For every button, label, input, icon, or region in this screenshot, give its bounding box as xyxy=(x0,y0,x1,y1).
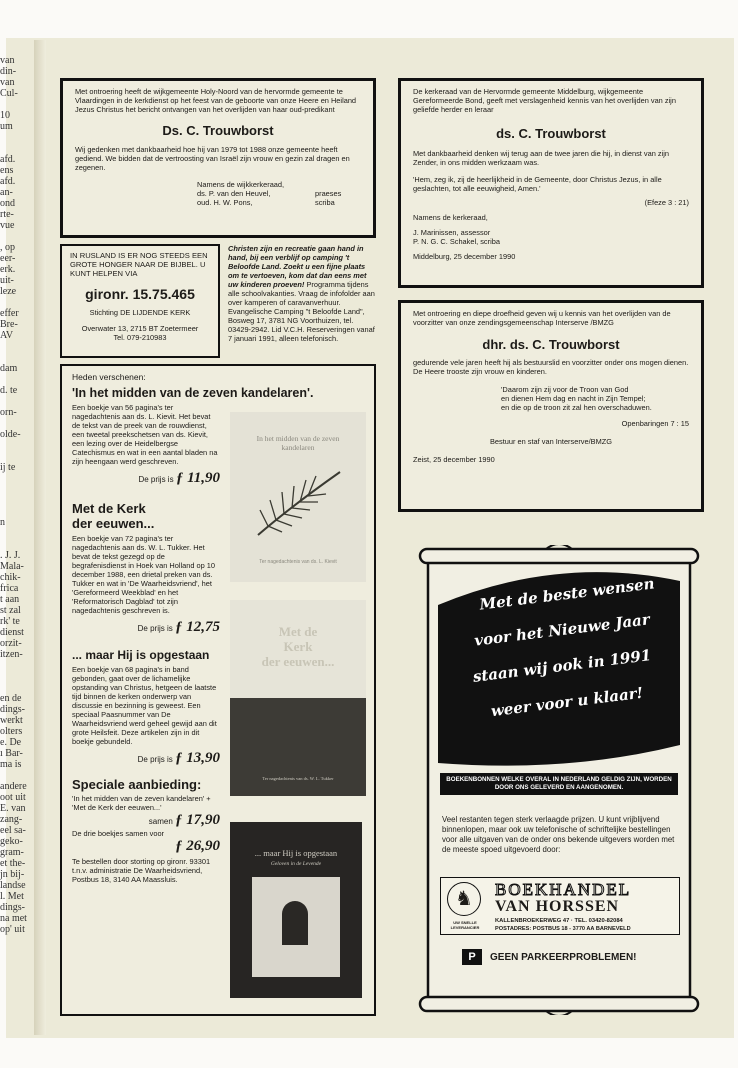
left-column-line: uit- xyxy=(0,275,14,286)
left-column-line: afd. xyxy=(0,154,16,165)
notice-middelburg xyxy=(398,78,704,288)
left-column-line xyxy=(0,374,36,385)
rusland-gironr: gironr. 15.75.465 xyxy=(85,286,195,302)
interserve-place-date: Zeist, 25 december 1990 xyxy=(413,455,495,464)
left-column-line: op' uit xyxy=(0,924,25,935)
bookbonnen-bar: BOEKENBONNEN WELKE OVERAL IN NEDERLAND GELDIG ZIJN, WORDEN DOOR ONS GELEVERD EN AANGENOMEN. xyxy=(440,773,678,795)
left-column-line: ens xyxy=(0,165,14,176)
book1-text: Een boekje van 56 pagina's ter nagedachtenis aan ds. L. Kievit. Het bevat de tekst van de preek van de rouwdienst, een tweetal preekschetsen van ds. Kievit, een lezing over de Heidelbergse Catechismus en wat in een aantal bladen na zijn heengaan werd geschreven. xyxy=(72,403,218,466)
left-column-line: geko- xyxy=(0,836,23,847)
left-column-line xyxy=(0,418,36,429)
left-column-line: van xyxy=(0,77,15,88)
left-column-line: an- xyxy=(0,187,13,198)
book2-cover-sub: Ter nagedachtenis van ds. W. L. Tukker xyxy=(262,776,334,781)
left-column-line: chik- xyxy=(0,572,21,583)
left-column-line: rte- xyxy=(0,209,14,220)
book2-cover-2: Kerk xyxy=(283,639,313,654)
left-column-line: n xyxy=(0,517,5,528)
left-column-line xyxy=(0,132,36,143)
left-column-line: t aan xyxy=(0,594,20,605)
left-column-line: orzit- xyxy=(0,638,22,649)
middelburg-sig2: P. N. G. C. Schakel, scriba xyxy=(413,237,500,246)
book2-price: ƒ 12,75 xyxy=(175,619,220,635)
rusland-tel: Tel. 079-210983 xyxy=(113,333,167,342)
left-column-line: eer- xyxy=(0,253,16,264)
book2-cover-1: Met de xyxy=(278,624,318,639)
greeting-line2: voor het Nieuwe Jaar xyxy=(473,610,651,650)
left-column-line: Cul- xyxy=(0,88,18,99)
special-text: 'In het midden van de zeven kandelaren' + 'Met de Kerk der eeuwen...' xyxy=(72,794,211,812)
greeting-line3: staan wij ook in 1991 xyxy=(471,646,653,686)
book2-title-2: der eeuwen... xyxy=(72,516,155,531)
interserve-name: dhr. ds. C. Trouwborst xyxy=(482,337,620,352)
rusland-ad xyxy=(60,244,220,358)
shop-addr2: POSTADRES: POSTBUS 18 - 3770 AA BARNEVELD xyxy=(495,926,631,932)
left-column-line xyxy=(0,341,36,352)
interserve-sig: Bestuur en staf van Interserve/BMZG xyxy=(490,437,612,446)
parking-p-icon: P xyxy=(462,949,482,965)
delivery-badge: UW SNELLE LEVERANCIER xyxy=(450,920,480,930)
left-column-line: dam xyxy=(0,363,18,374)
left-column-line: van xyxy=(0,55,15,66)
left-column-line: dings- xyxy=(0,704,25,715)
left-column-line: dienst xyxy=(0,627,24,638)
middelburg-sig-intro: Namens de kerkeraad, xyxy=(413,213,488,222)
left-column-line: . J. J. xyxy=(0,550,21,561)
left-column-line: um xyxy=(0,121,13,132)
left-column-line xyxy=(0,143,36,154)
rusland-text: IN RUSLAND IS ER NOG STEEDS EEN GROTE HONGER NAAR DE BIJBEL. U KUNT HELPEN VIA xyxy=(70,251,208,278)
left-column-line: itzen- xyxy=(0,649,23,660)
left-column-line: afd. xyxy=(0,176,16,187)
left-column-line: na met xyxy=(0,913,27,924)
middelburg-body: Met dankbaarheid denken wij terug aan de twee jaren die hij, in dienst van zijn Zender, in ons midden werkzaam was. xyxy=(413,149,669,167)
left-column-line: et the- xyxy=(0,858,26,869)
book3-price-label: De prijs is xyxy=(137,755,173,764)
left-column-line: ond xyxy=(0,198,15,209)
left-column-line: vue xyxy=(0,220,15,231)
left-column-line xyxy=(0,506,36,517)
left-column-fragments xyxy=(0,55,36,935)
left-column-line xyxy=(0,484,36,495)
shop-name-2: VAN HORSSEN xyxy=(495,898,620,915)
shop-name-1: BOEKHANDEL xyxy=(495,880,632,899)
rusland-org: Stichting DE LIJDENDE KERK xyxy=(89,308,191,317)
book2-text: Een boekje van 72 pagina's ter nagedachtenis aan ds. W. L. Tukker. Het bevat de tekst gezegd op de begrafenisdienst in Hoek van Holland op 10 december 1988, een drietal preken van ds. Tukker en wat in 'De Waarheidsvriend', het 'Gereformeerd Weekblad' en het 'Reformatorisch Dagblad' tot zijn nagedachtenis geschreven is. xyxy=(72,534,215,615)
middelburg-place-date: Middelburg, 25 december 1990 xyxy=(413,252,516,261)
book3-cover xyxy=(230,822,362,998)
shop-addr1: KALLENBROEKERWEG 47 · TEL. 03420-82084 xyxy=(495,918,623,924)
parking-text: GEEN PARKEERPROBLEMEN! xyxy=(490,951,637,963)
book1-title: 'In het midden van de zeven kandelaren'. xyxy=(72,386,314,400)
left-column-line: din- xyxy=(0,66,17,77)
left-column-line: AV xyxy=(0,330,14,341)
left-column-line xyxy=(0,231,36,242)
book2-cover-3: der eeuwen... xyxy=(261,654,335,669)
left-column-line: gram- xyxy=(0,847,24,858)
left-column-line: Bre- xyxy=(0,319,18,330)
left-column-line xyxy=(0,539,36,550)
three-price: ƒ 26,90 xyxy=(175,838,220,854)
greeting-line4: weer voor u klaar! xyxy=(489,683,645,721)
tomb-photo xyxy=(252,877,340,977)
rusland-address: Overwater 13, 2715 BT Zoetermeer xyxy=(81,324,199,333)
notice-intro: Met ontroering heeft de wijkgemeente Holy-Noord van de hervormde gemeente te Vlaardingen in de kerkdienst op het feest van de geboorte van onze Heere en Heiland Jezus Christus het bericht ontvangen van het overlijden van haar oud-predikant xyxy=(75,87,357,114)
left-column-line: en de xyxy=(0,693,22,704)
interserve-body1: gedurende vele jaren heeft hij als bestuurslid en voorzitter onder ons mogen dienen. xyxy=(413,358,689,367)
left-column-line: ma is xyxy=(0,759,22,770)
left-column-line xyxy=(0,352,36,363)
bookshop-body: Veel restanten tegen sterk verlaagde prijzen. U kunt vrijblijvend binnenlopen, maar ook uw telefonische of schriftelijke bestellingen voor alle uitgaven van de onder ons bekende uitgevers worden met de meeste spoed uitgevoerd door: xyxy=(442,815,675,854)
left-column-line: frica xyxy=(0,583,19,594)
left-column-line: eel sa- xyxy=(0,825,26,836)
left-column-line: zang- xyxy=(0,814,23,825)
parking-row xyxy=(462,949,637,965)
middelburg-sig1: J. Marinissen, assessor xyxy=(413,228,491,237)
left-column-line: ij te xyxy=(0,462,16,473)
books-heden: Heden verschenen: xyxy=(72,372,146,382)
left-column-line: orn- xyxy=(0,407,17,418)
interserve-ref: Openbaringen 7 : 15 xyxy=(621,419,689,428)
left-column-line xyxy=(0,528,36,539)
left-column-line xyxy=(0,473,36,484)
sig2-name: oud. H. W. Pons, xyxy=(197,198,253,207)
left-column-line: andere xyxy=(0,781,27,792)
middelburg-intro: De kerkeraad van de Hervormde gemeente Middelburg, wijkgemeente Gereformeerde Bond, geeft met verslagenheid kennis van het overlijden van zijn geliefde herder en leraar xyxy=(413,87,676,114)
left-column-line: Mala- xyxy=(0,561,24,572)
book3-price: ƒ 13,90 xyxy=(175,750,220,766)
sig1-role: praeses xyxy=(315,189,342,198)
left-column-line xyxy=(0,396,36,407)
sig1-name: ds. P. van den Heuvel, xyxy=(197,189,271,198)
left-column-line: 10 xyxy=(0,110,10,121)
left-column-line xyxy=(0,440,36,451)
book1-price-label: De prijs is xyxy=(138,475,174,484)
notice-body: Wij gedenken met dankbaarheid hoe hij van 1979 tot 1988 onze gemeente heeft gediend. We bidden dat de vertroosting van Israël zijn vrouw en gezin zal dragen en zegenen. xyxy=(75,145,350,172)
knight-logo-icon: ♞ xyxy=(447,882,481,916)
book2-cover-image xyxy=(230,698,366,796)
middelburg-name: ds. C. Trouwborst xyxy=(496,126,606,141)
left-column-line xyxy=(0,671,36,682)
middelburg-quote: 'Hem, zeg ik, zij de heerlijkheid in de Gemeente, door Christus Jezus, in alle geslachten, tot alle eeuwigheid, Amen.' xyxy=(413,175,662,193)
book3-cover-sub: Geloven in de Levende xyxy=(270,861,322,867)
bookshop-ad xyxy=(418,545,700,1015)
interserve-quote2: en dienen Hem dag en nacht in Zijn Tempel; xyxy=(501,394,646,403)
left-column-line: l. Met xyxy=(0,891,24,902)
left-column-line: oot uit xyxy=(0,792,26,803)
notice-sig-intro: Namens de wijkkerkeraad, xyxy=(197,180,285,189)
interserve-quote3: en die op de troon zit zal hen overschaduwen. xyxy=(501,403,652,412)
left-column-line: werkt xyxy=(0,715,23,726)
notice-interserve xyxy=(398,300,704,512)
left-column-line xyxy=(0,495,36,506)
special-title: Speciale aanbieding: xyxy=(72,777,202,792)
order-text: Te bestellen door storting op gironr. 93301 t.n.v. administratie De Waarheidsvriend, Postbus 18, 3140 AA Maassluis. xyxy=(72,857,211,884)
camping-rest: Programma tijdens alle schoolvakanties. Vraag de infofolder aan over kamperen of caravanverhuur. Evangelische Camping "t Beloofde Land", Bosweg 17, 3781 NG Voorthuizen, tel. 03429-2942. Lid V.C.H. Reserveringen vanaf 7 januari 1991, alleen telefonisch. xyxy=(228,280,375,343)
special-price-label: samen xyxy=(148,817,173,826)
camping-ad xyxy=(228,244,378,343)
left-column-line: landse xyxy=(0,880,26,891)
left-column-line xyxy=(0,451,36,462)
left-column-line: , op xyxy=(0,242,15,253)
left-column-line: rk' te xyxy=(0,616,20,627)
left-column-line xyxy=(0,770,36,781)
left-column-line xyxy=(0,297,36,308)
book1-cover xyxy=(230,412,366,582)
left-column-line: jn bij- xyxy=(0,869,25,880)
left-column-line xyxy=(0,682,36,693)
left-column-line: ı Bar- xyxy=(0,748,23,759)
book3-cover-title: ... maar Hij is opgestaan xyxy=(254,848,338,858)
book3-title: ... maar Hij is opgestaan xyxy=(72,648,210,662)
left-column-line: st zal xyxy=(0,605,21,616)
left-column-line: erk. xyxy=(0,264,16,275)
left-column-line: olters xyxy=(0,726,23,737)
books-ad xyxy=(60,364,376,1016)
book2-price-label: De prijs is xyxy=(137,624,173,633)
palm-branch-icon xyxy=(248,460,348,540)
left-column-line: effer xyxy=(0,308,19,319)
interserve-intro: Met ontroering en diepe droefheid geven wij u kennis van het overlijden van de voorzitter van onze zendingsgemeenschap Interserve /BMZG xyxy=(413,309,671,327)
book1-price: ƒ 11,90 xyxy=(175,470,220,486)
camping-bold: Christen zijn en recreatie gaan hand in hand, bij een verblijf op camping 't Beloofde Land. Zoekt u een fijne plaats om te vertoeven, kom dat dan eens met uw kinderen proeven! xyxy=(228,244,367,289)
book1-cover-title: In het midden van de zeven kandelaren xyxy=(256,434,340,452)
left-column-line: dings- xyxy=(0,902,25,913)
bookshop-logo xyxy=(440,877,680,935)
left-column-line: d. te xyxy=(0,385,18,396)
middelburg-ref: (Efeze 3 : 21) xyxy=(644,198,689,207)
book1-cover-sub: Ter nagedachtenis van ds. L. Kievit xyxy=(259,559,337,565)
tomb-door-icon xyxy=(282,901,308,945)
left-column-line xyxy=(0,99,36,110)
interserve-body2: De Heere trooste zijn vrouw en kinderen. xyxy=(413,367,547,376)
left-column-line: E. van xyxy=(0,803,26,814)
special-price: ƒ 17,90 xyxy=(175,812,220,828)
greeting-line1: Met de beste wensen xyxy=(478,574,656,614)
three-label: De drie boekjes samen voor xyxy=(72,829,165,838)
notice-name: Ds. C. Trouwborst xyxy=(162,123,274,138)
interserve-quote1: 'Daarom zijn zij voor de Troon van God xyxy=(501,385,629,394)
left-column-line xyxy=(0,660,36,671)
sig2-role: scriba xyxy=(315,198,335,207)
notice-holy-noord xyxy=(60,78,376,238)
book3-text: Een boekje van 68 pagina's in band gebonden, gaat over de lichamelijke opstanding van Christus, hetgeen de laatste tijd binnen de kerken onderwerp van discussie en bezinning is geweest. Een speciaal Paasnummer van De Waarheidsvriend werd geheel gewijd aan dit grote Heilsfeit. Deze artikelen zijn in dit boekje gebundeld. xyxy=(72,665,217,746)
book2-title-1: Met de Kerk xyxy=(72,501,146,516)
left-column-line: olde- xyxy=(0,429,21,440)
left-column-line: e. De xyxy=(0,737,22,748)
left-column-line: leze xyxy=(0,286,17,297)
